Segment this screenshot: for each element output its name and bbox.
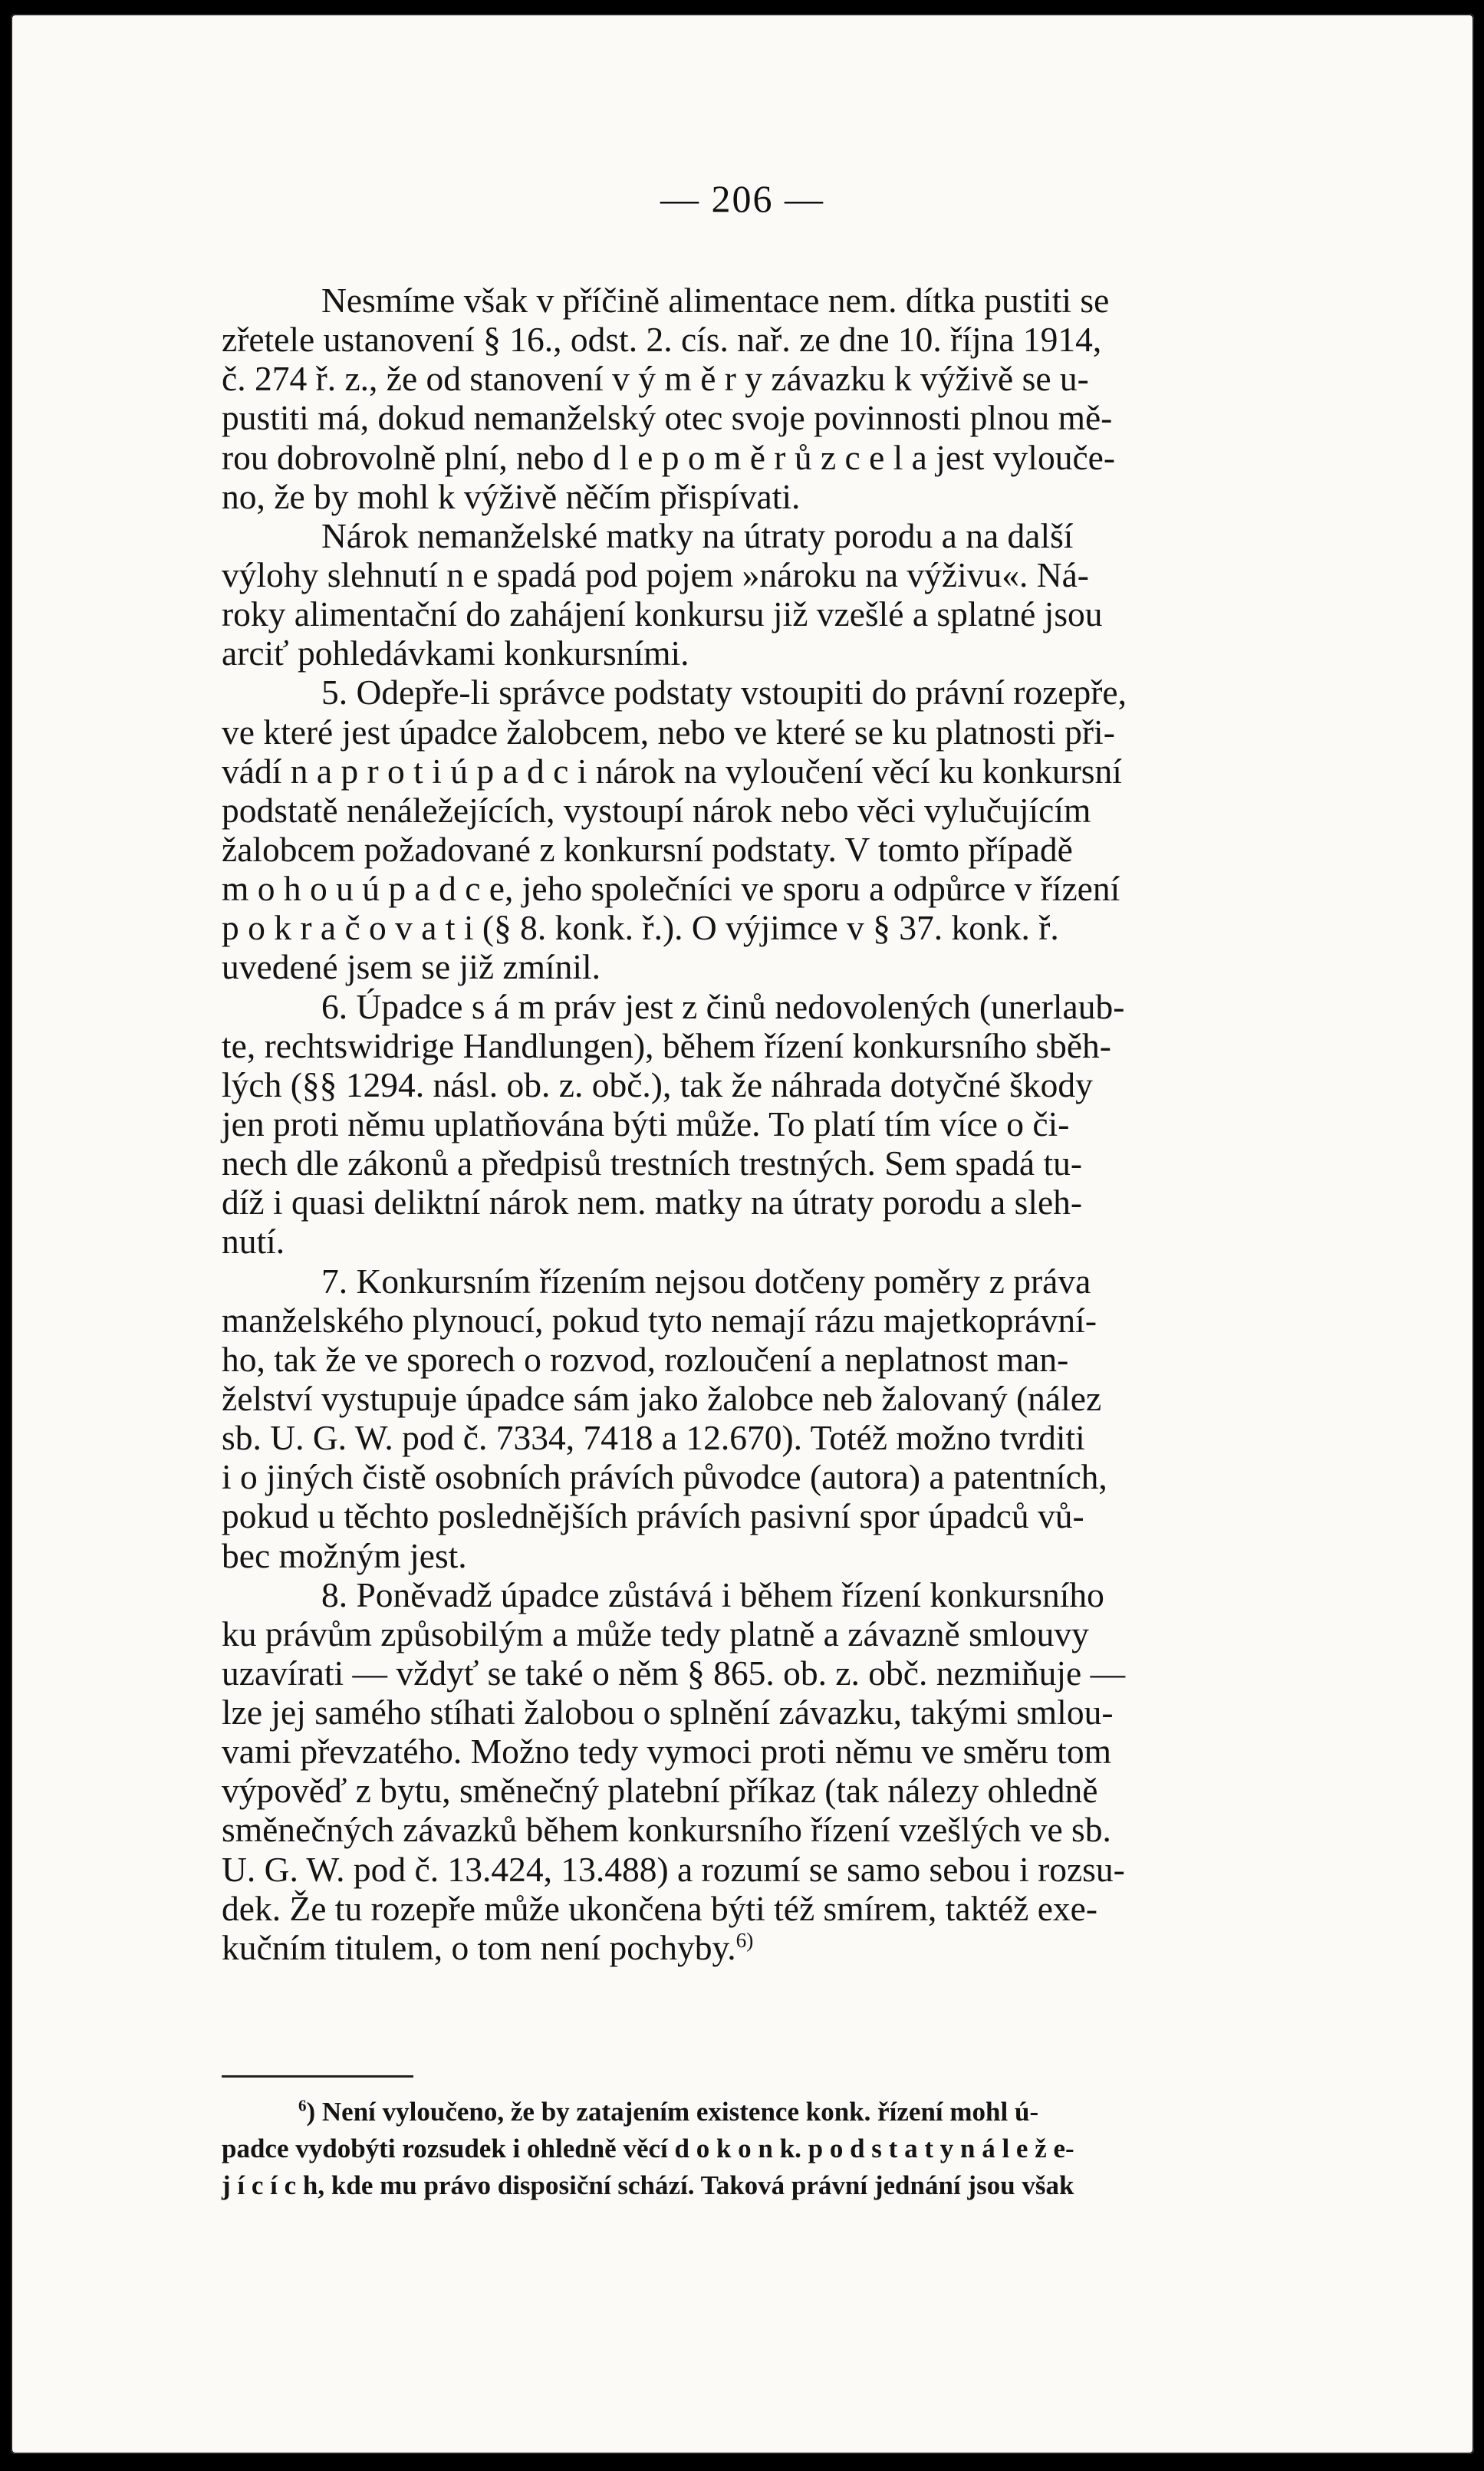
text-line: ho, tak že ve sporech o rozvod, rozloučení a neplatnost man- [222,1339,1069,1379]
text-line: 5. Odepře-li správce podstaty vstoupiti do právní rozepře, [321,673,1127,712]
text-line: výlohy slehnutí n e spadá pod pojem »nároku na výživu«. Ná- [222,554,1089,594]
footnote [222,2094,1387,2204]
text-line: 7. Konkursním řízením nejsou dotčeny poměry z práva [321,1261,1091,1301]
body-text [222,281,1387,1967]
text-line: ve které jest úpadce žalobcem, nebo ve které se ku platnosti při- [222,712,1115,752]
text-line [222,1928,1387,1967]
footnote-divider [222,2075,413,2078]
text-line: dek. Že tu rozepře může ukončena býti též smírem, taktéž exe- [222,1888,1098,1928]
text-line: m o h o u ú p a d c e, jeho společníci ve sporu a odpůrce v řízení [222,869,1120,909]
text-line: pustiti má, dokud nemanželský otec svoje povinnosti plnou mě- [222,398,1113,438]
footnote-line [222,2094,1387,2130]
text-line: ku právům způsobilým a může tedy platně a závazně smlouvy [222,1614,1089,1653]
text-line: č. 274 ř. z., že od stanovení v ý m ě r y závazku k výživě se u- [222,359,1089,399]
text-line: i o jiných čistě osobních právích původce (autora) a patentních, [222,1457,1107,1497]
text-line: p o k r a č o v a t i (§ 8. konk. ř.). O výjimce v § 37. konk. ř. [222,908,1059,948]
text-line: bec možným jest. [222,1535,467,1575]
footnote-line: j í c í c h, kde mu právo disposiční schází. Taková právní jednání jsou však [222,2170,1074,2200]
text-line: sb. U. G. W. pod č. 7334, 7418 a 12.670). Totéž možno tvrditi [222,1418,1085,1458]
text-line: 8. Poněvadž úpadce zůstává i během řízení konkursního [321,1574,1104,1614]
text-line: výpověď z bytu, směnečný platební příkaz (tak nálezy ohledně [222,1771,1098,1811]
text-line: podstatě nenáležejících, vystoupí nárok nebo věci vylučujícím [222,790,1091,830]
text-line: roky alimentační do zahájení konkursu již vzešlé a splatné jsou [222,594,1103,634]
text-line: želství vystupuje úpadce sám jako žalobce neb žalovaný (nález [222,1378,1102,1418]
text-line: pokud u těchto poslednějších právích pasivní spor úpadců vů- [222,1496,1084,1536]
text-line: vami převzatého. Možno tedy vymoci proti němu ve směru tom [222,1732,1111,1772]
text-line: vádí n a p r o t i ú p a d c i nárok na vyloučení věcí ku konkursní [222,751,1122,791]
text-line: lých (§§ 1294. násl. ob. z. obč.), tak že náhrada dotyčné škody [222,1064,1093,1104]
footnote-reference: 6) [735,1928,754,1952]
footnote-reference-number: 6 [735,1928,747,1952]
text-line: směnečných závazků během konkursního řízení vzešlých ve sb. [222,1810,1111,1850]
footnote-text: ) Není vyloučeno, že by zatajením existence konk. řízení mohl ú- [306,2097,1039,2127]
text-line: zřetele ustanovení § 16., odst. 2. cís. nař. ze dne 10. října 1914, [222,320,1102,360]
text-segment: kučním titulem, o tom není pochyby. [222,1927,736,1967]
footnote-line: padce vydobýti rozsudek i ohledně věcí d o k o n k. p o d s t a t y n á l e ž e- [222,2134,1074,2163]
book-page [11,14,1474,2454]
text-line: uzavírati — vždyť se také o něm § 865. ob. z. obč. nezmiňuje — [222,1653,1126,1693]
text-line: Nesmíme však v příčině alimentace nem. dítka pustiti se [321,281,1110,320]
text-line: nech dle zákonů a předpisů trestních trestných. Sem spadá tu- [222,1143,1082,1183]
text-line: U. G. W. pod č. 13.424, 13.488) a rozumí se samo sebou i rozsu- [222,1849,1125,1889]
text-line: díž i quasi deliktní nárok nem. matky na útraty porodu a sleh- [222,1183,1083,1222]
footnote-marker: 6 [298,2096,307,2115]
text-line: rou dobrovolně plní, nebo d l e p o m ě r ů z c e l a jest vylouče- [222,437,1115,477]
text-line: 6. Úpadce s á m práv jest z činů nedovolených (unerlaub- [321,986,1125,1026]
text-line: arciť pohledávkami konkursními. [222,633,689,673]
text-line: lze jej samého stíhati žalobou o splnění závazku, takými smlou- [222,1693,1114,1732]
text-line: žalobcem požadované z konkursní podstaty. V tomto případě [222,829,1073,869]
text-line: te, rechtswidrige Handlungen), během řízení konkursního sběh- [222,1025,1111,1065]
text-line: jen proti němu uplatňována býti může. To platí tím více o či- [222,1104,1070,1143]
text-line: no, že by mohl k výživě něčím přispívati. [222,476,801,516]
text-line: uvedené jsem se již zmínil. [222,947,601,987]
text-line: nutí. [222,1222,285,1262]
text-line: manželského plynoucí, pokud tyto nemají rázu majetkoprávní- [222,1300,1097,1340]
page-number: — 206 — [660,177,824,220]
text-line: Nárok nemanželské matky na útraty porodu a na další [321,515,1074,555]
